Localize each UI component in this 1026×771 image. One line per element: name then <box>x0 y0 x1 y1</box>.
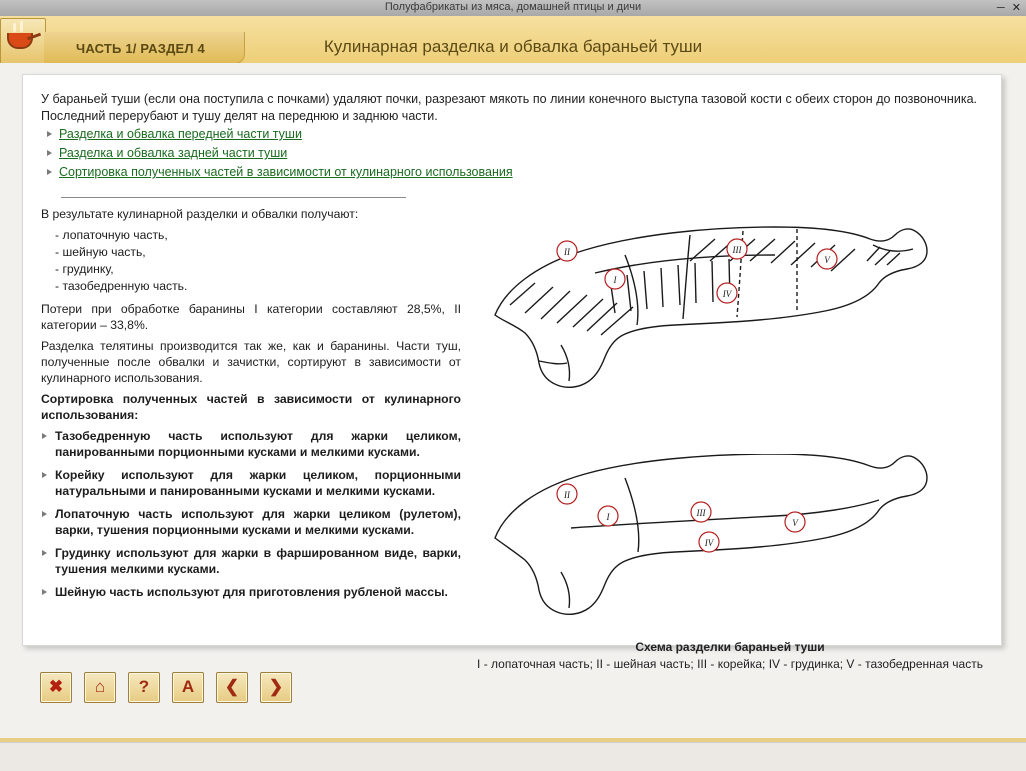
bullet-icon <box>47 169 52 175</box>
list-item <box>41 428 461 460</box>
close-button[interactable] <box>40 672 72 703</box>
figure-column <box>475 195 985 672</box>
link-sorting[interactable]: Сортировка полученных частей в зависимости от кулинарного использования <box>59 165 513 179</box>
figure2-label-V: V <box>792 518 798 528</box>
question-mark-icon: ? <box>138 677 150 696</box>
section-tab-label: ЧАСТЬ 1/ РАЗДЕЛ 4 <box>76 41 205 56</box>
status-bar <box>0 742 1026 771</box>
minimize-icon[interactable]: ─ <box>996 2 1006 14</box>
content-sheet <box>22 74 1002 671</box>
list-item <box>41 467 461 499</box>
figure-label-V: V <box>824 255 830 265</box>
link-back-part[interactable]: Разделка и обвалка задней части туши <box>59 146 288 160</box>
result-intro: В результате кулинарной разделки и обвалки получают: <box>41 207 359 221</box>
sorting-heading: Сортировка полученных частей в зависимости от кулинарного использования: <box>41 392 461 422</box>
list-item: - лопаточную часть, <box>55 228 168 242</box>
link-list <box>59 127 679 184</box>
font-size-button[interactable] <box>172 672 204 703</box>
item-text: Корейку используют для жарки целиком, порционными натуральными и панированными кусками и мелкими кусками. <box>55 468 461 498</box>
chevron-left-icon: ❮ <box>224 677 240 696</box>
logo-steam2-icon <box>20 21 23 32</box>
intro-paragraph: У бараньей туши (если она поступила с почками) удаляют почки, разрезают мякоть по линии конечного выступа тазовой кости с обеих сторон до позвоночника. Последний перерубают и тушу делят на переднюю и заднюю части. <box>41 92 977 123</box>
figure2-label-II: II <box>564 490 570 500</box>
list-item: - тазобедренную часть. <box>55 279 188 293</box>
list-item: - шейную часть, <box>55 245 146 259</box>
list-item <box>41 545 461 577</box>
losses-paragraph: Потери при обработке баранины I категории составляют 28,5%, II категории – 33,8%. <box>41 302 461 332</box>
window-titlebar <box>0 0 1026 17</box>
list-item[interactable] <box>59 165 679 184</box>
help-button[interactable] <box>128 672 160 703</box>
logo-steam-icon <box>13 23 16 32</box>
chevron-right-icon: ❯ <box>268 677 284 696</box>
item-text: Шейную часть используют для приготовления рубленой массы. <box>55 585 448 599</box>
bullet-icon <box>47 131 52 137</box>
close-icon[interactable]: ✕ <box>1011 2 1022 14</box>
sorting-list <box>41 428 461 600</box>
figure2-label-IV: IV <box>704 538 714 548</box>
figure-label-III: III <box>732 245 742 255</box>
figure-caption <box>475 639 985 672</box>
home-icon: ⌂ <box>94 677 106 696</box>
figure2-label-III: III <box>696 508 706 518</box>
home-button[interactable] <box>84 672 116 703</box>
figure-label-II: II <box>564 247 570 257</box>
lamb-carcass-diagram-top <box>475 195 975 445</box>
item-text: Грудинку используют для жарки в фаршированном виде, варки, тушения мелкими кусками. <box>55 546 461 576</box>
item-text: Тазобедренную часть используют для жарки целиком, панированными порционными кусками и мелкими кусками. <box>55 429 461 459</box>
link-front-part[interactable]: Разделка и обвалка передней части туши <box>59 127 302 141</box>
close-icon: ✖ <box>48 677 64 696</box>
divider <box>61 197 406 198</box>
left-column <box>41 193 461 607</box>
page-title: Кулинарная разделка и обвалка бараньей туши <box>323 37 703 56</box>
figure-caption-text: I - лопаточная часть; II - шейная часть; III - корейка; IV - грудинка; V - тазобедренная часть <box>477 657 983 671</box>
item-text: Лопаточную часть используют для жарки целиком (рулетом), варки, тушения порционными кусками и мелкими кусками. <box>55 507 461 537</box>
veal-paragraph: Разделка телятины производится так же, как и баранины. Части туш, полученные после обвалки и зачистки, сортируют в зависимости от кулинарного использования. <box>41 339 461 385</box>
figure-caption-title: Схема разделки бараньей туши <box>635 640 825 654</box>
bottom-toolbar <box>40 672 304 702</box>
list-item[interactable] <box>59 146 679 165</box>
prev-page-button[interactable] <box>216 672 248 703</box>
page-header <box>0 16 1026 65</box>
list-item <box>41 584 461 600</box>
bullet-icon <box>47 150 52 156</box>
figure-label-I: I <box>613 275 617 285</box>
list-item[interactable] <box>59 127 679 146</box>
next-page-button[interactable] <box>260 672 292 703</box>
window-title: Полуфабрикаты из мяса, домашней птицы и дичи <box>384 1 642 13</box>
list-item: - грудинку, <box>55 262 114 276</box>
lamb-carcass-diagram-bottom <box>475 454 975 634</box>
letter-a-icon: A <box>181 677 195 696</box>
figure-label-IV: IV <box>722 289 732 299</box>
figure2-label-I: I <box>606 512 610 522</box>
list-item <box>41 506 461 538</box>
result-list <box>41 227 461 295</box>
window-controls[interactable] <box>996 1 1023 14</box>
